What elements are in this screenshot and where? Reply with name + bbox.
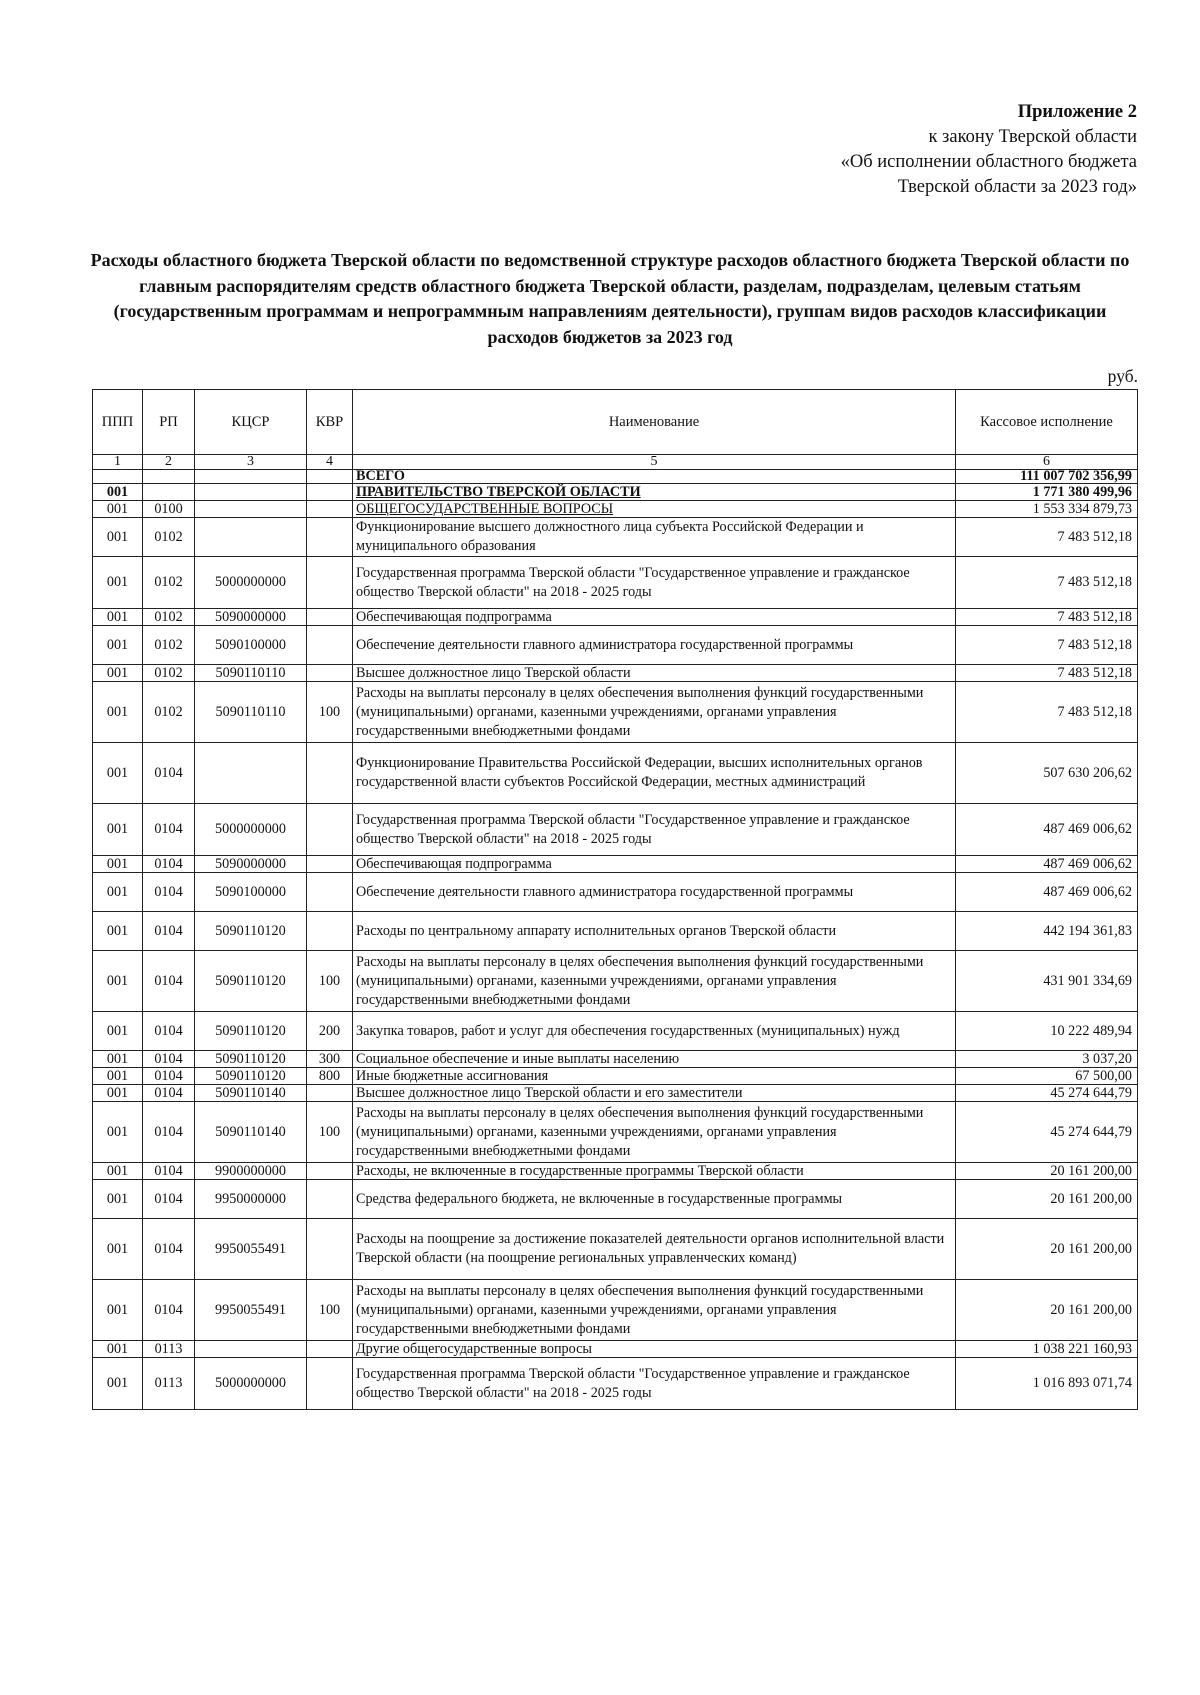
cell-rp: 0113 <box>143 1358 195 1410</box>
cell-kcsr <box>195 1341 307 1358</box>
col-header-name: Наименование <box>353 390 956 455</box>
cell-kvr <box>307 856 353 873</box>
cell-kcsr: 5090110110 <box>195 665 307 682</box>
cell-name: Закупка товаров, работ и услуг для обеспечения государственных (муниципальных) нужд <box>353 1012 956 1051</box>
cell-ppp: 001 <box>93 1012 143 1051</box>
table-row <box>93 1102 1138 1163</box>
cell-amount: 10 222 489,94 <box>956 1012 1138 1051</box>
cell-name: Государственная программа Тверской области "Государственное управление и гражданское общество Тверской области" на 2018 - 2025 годы <box>353 804 956 856</box>
cell-kcsr: 5090110110 <box>195 682 307 743</box>
col-header-kvr: КВР <box>307 390 353 455</box>
column-number: 4 <box>307 455 353 470</box>
cell-kcsr: 5090000000 <box>195 609 307 626</box>
table-row <box>93 1012 1138 1051</box>
cell-kvr <box>307 1341 353 1358</box>
col-header-kcsr: КЦСР <box>195 390 307 455</box>
cell-amount: 7 483 512,18 <box>956 626 1138 665</box>
cell-kvr <box>307 1358 353 1410</box>
cell-rp: 0104 <box>143 1068 195 1085</box>
table-row <box>93 1358 1138 1410</box>
appendix-header <box>841 100 1137 200</box>
cell-ppp <box>93 470 143 484</box>
column-number: 1 <box>93 455 143 470</box>
cell-name: ВСЕГО <box>353 470 956 484</box>
cell-ppp: 001 <box>93 626 143 665</box>
cell-amount: 111 007 702 356,99 <box>956 470 1138 484</box>
cell-amount: 67 500,00 <box>956 1068 1138 1085</box>
table-row <box>93 873 1138 912</box>
cell-kvr <box>307 626 353 665</box>
cell-ppp: 001 <box>93 501 143 518</box>
cell-kcsr <box>195 743 307 804</box>
column-number: 3 <box>195 455 307 470</box>
cell-rp: 0104 <box>143 1012 195 1051</box>
cell-ppp: 001 <box>93 1341 143 1358</box>
cell-kcsr <box>195 470 307 484</box>
cell-kcsr: 5090110120 <box>195 1051 307 1068</box>
cell-kvr <box>307 609 353 626</box>
cell-kvr <box>307 1219 353 1280</box>
table-row <box>93 626 1138 665</box>
table-row <box>93 1051 1138 1068</box>
cell-kvr <box>307 1163 353 1180</box>
cell-name: Расходы на выплаты персоналу в целях обеспечения выполнения функций государственными (муниципальными) органами, казенными учреждениями, органами управления государственными внебюджетными фондами <box>353 682 956 743</box>
appendix-line-1: к закону Тверской области <box>928 127 1137 147</box>
column-number-row <box>93 455 1138 470</box>
cell-kcsr <box>195 484 307 501</box>
cell-name: ОБЩЕГОСУДАРСТВЕННЫЕ ВОПРОСЫ <box>353 501 956 518</box>
cell-name: Обеспечение деятельности главного администратора государственной программы <box>353 873 956 912</box>
cell-amount: 45 274 644,79 <box>956 1085 1138 1102</box>
cell-ppp: 001 <box>93 912 143 951</box>
cell-kvr: 300 <box>307 1051 353 1068</box>
cell-rp: 0100 <box>143 501 195 518</box>
cell-amount: 3 037,20 <box>956 1051 1138 1068</box>
cell-ppp: 001 <box>93 951 143 1012</box>
appendix-line-2: «Об исполнении областного бюджета <box>840 152 1137 172</box>
appendix-line-3: Тверской области за 2023 год» <box>897 177 1137 197</box>
cell-kvr <box>307 501 353 518</box>
table-row <box>93 743 1138 804</box>
cell-rp: 0104 <box>143 1163 195 1180</box>
col-header-rp: РП <box>143 390 195 455</box>
cell-amount: 7 483 512,18 <box>956 665 1138 682</box>
cell-rp: 0102 <box>143 665 195 682</box>
cell-rp: 0102 <box>143 609 195 626</box>
cell-kcsr: 5000000000 <box>195 557 307 609</box>
cell-rp: 0104 <box>143 1085 195 1102</box>
cell-rp: 0102 <box>143 557 195 609</box>
table-row <box>93 665 1138 682</box>
cell-amount: 442 194 361,83 <box>956 912 1138 951</box>
cell-kcsr: 5090110120 <box>195 1068 307 1085</box>
table-body <box>93 470 1138 1410</box>
cell-name: Обеспечивающая подпрограмма <box>353 856 956 873</box>
cell-ppp: 001 <box>93 873 143 912</box>
cell-kcsr: 5090000000 <box>195 856 307 873</box>
cell-kcsr: 5090110120 <box>195 951 307 1012</box>
cell-amount: 487 469 006,62 <box>956 804 1138 856</box>
cell-rp: 0104 <box>143 1051 195 1068</box>
cell-rp: 0102 <box>143 518 195 557</box>
cell-amount: 20 161 200,00 <box>956 1280 1138 1341</box>
cell-kvr: 100 <box>307 682 353 743</box>
cell-rp: 0104 <box>143 743 195 804</box>
cell-name: Высшее должностное лицо Тверской области и его заместители <box>353 1085 956 1102</box>
cell-rp: 0104 <box>143 856 195 873</box>
cell-kvr <box>307 470 353 484</box>
unit-label: руб. <box>1107 366 1138 386</box>
table-row <box>93 1085 1138 1102</box>
cell-name: Обеспечивающая подпрограмма <box>353 609 956 626</box>
table-row <box>93 1068 1138 1085</box>
cell-kvr <box>307 1085 353 1102</box>
cell-kcsr: 9950055491 <box>195 1280 307 1341</box>
cell-amount: 1 016 893 071,74 <box>956 1358 1138 1410</box>
cell-name: Другие общегосударственные вопросы <box>353 1341 956 1358</box>
budget-table <box>92 389 1138 1410</box>
cell-kcsr: 5090110140 <box>195 1102 307 1163</box>
cell-ppp: 001 <box>93 1280 143 1341</box>
cell-amount: 20 161 200,00 <box>956 1163 1138 1180</box>
cell-rp <box>143 484 195 501</box>
cell-amount: 1 771 380 499,96 <box>956 484 1138 501</box>
cell-ppp: 001 <box>93 1219 143 1280</box>
cell-kcsr <box>195 501 307 518</box>
table-row <box>93 501 1138 518</box>
col-header-amount: Кассовое исполнение <box>956 390 1138 455</box>
cell-kvr <box>307 1180 353 1219</box>
cell-ppp: 001 <box>93 518 143 557</box>
cell-kvr <box>307 557 353 609</box>
cell-kvr: 100 <box>307 1102 353 1163</box>
cell-name: Иные бюджетные ассигнования <box>353 1068 956 1085</box>
table-row <box>93 609 1138 626</box>
cell-rp: 0104 <box>143 1219 195 1280</box>
cell-ppp: 001 <box>93 1102 143 1163</box>
table-row <box>93 912 1138 951</box>
cell-ppp: 001 <box>93 1068 143 1085</box>
cell-name: Обеспечение деятельности главного администратора государственной программы <box>353 626 956 665</box>
cell-kcsr: 5000000000 <box>195 1358 307 1410</box>
cell-kvr: 100 <box>307 951 353 1012</box>
cell-name: Расходы по центральному аппарату исполнительных органов Тверской области <box>353 912 956 951</box>
cell-name: Расходы, не включенные в государственные программы Тверской области <box>353 1163 956 1180</box>
cell-amount: 7 483 512,18 <box>956 518 1138 557</box>
table-row <box>93 470 1138 484</box>
document-title: Расходы областного бюджета Тверской области по ведомственной структуре расходов областного бюджета Тверской области по главным распорядителям средств областного бюджета Тверской области, разделам, подразделам, целевым статьям (государственным программам и непрограммным направлениям деятельности), группам видов расходов классификации расходов бюджетов за 2023 год <box>90 250 1130 347</box>
cell-name: Расходы на выплаты персоналу в целях обеспечения выполнения функций государственными (муниципальными) органами, казенными учреждениями, органами управления государственными внебюджетными фондами <box>353 1102 956 1163</box>
cell-kcsr: 5090110140 <box>195 1085 307 1102</box>
table-row <box>93 1280 1138 1341</box>
cell-amount: 487 469 006,62 <box>956 856 1138 873</box>
cell-rp: 0104 <box>143 873 195 912</box>
cell-kcsr: 5090110120 <box>195 912 307 951</box>
cell-rp: 0104 <box>143 804 195 856</box>
table-row <box>93 484 1138 501</box>
col-header-ppp: ППП <box>93 390 143 455</box>
cell-ppp: 001 <box>93 1085 143 1102</box>
cell-kvr <box>307 912 353 951</box>
cell-kvr <box>307 873 353 912</box>
cell-kcsr: 5090100000 <box>195 626 307 665</box>
cell-rp: 0104 <box>143 1180 195 1219</box>
cell-name: Государственная программа Тверской области "Государственное управление и гражданское общество Тверской области" на 2018 - 2025 годы <box>353 557 956 609</box>
table-row <box>93 856 1138 873</box>
cell-name: Функционирование Правительства Российской Федерации, высших исполнительных органов государственной власти субъектов Российской Федерации, местных администраций <box>353 743 956 804</box>
cell-rp: 0104 <box>143 1102 195 1163</box>
cell-name: Высшее должностное лицо Тверской области <box>353 665 956 682</box>
cell-kvr <box>307 484 353 501</box>
cell-ppp: 001 <box>93 665 143 682</box>
cell-name: Социальное обеспечение и иные выплаты населению <box>353 1051 956 1068</box>
cell-name: Расходы на выплаты персоналу в целях обеспечения выполнения функций государственными (муниципальными) органами, казенными учреждениями, органами управления государственными внебюджетными фондами <box>353 951 956 1012</box>
table-row <box>93 1180 1138 1219</box>
appendix-title: Приложение 2 <box>1017 102 1137 122</box>
cell-ppp: 001 <box>93 856 143 873</box>
cell-amount: 7 483 512,18 <box>956 609 1138 626</box>
cell-name: Средства федерального бюджета, не включенные в государственные программы <box>353 1180 956 1219</box>
cell-ppp: 001 <box>93 1358 143 1410</box>
table-row <box>93 951 1138 1012</box>
cell-kcsr: 5000000000 <box>195 804 307 856</box>
table-header-row <box>93 390 1138 455</box>
cell-rp: 0104 <box>143 951 195 1012</box>
table-row <box>93 1219 1138 1280</box>
cell-kcsr: 5090110120 <box>195 1012 307 1051</box>
table-row <box>93 1163 1138 1180</box>
cell-kvr: 200 <box>307 1012 353 1051</box>
column-number: 5 <box>353 455 956 470</box>
cell-name: Государственная программа Тверской области "Государственное управление и гражданское общество Тверской области" на 2018 - 2025 годы <box>353 1358 956 1410</box>
cell-amount: 507 630 206,62 <box>956 743 1138 804</box>
table-row <box>93 682 1138 743</box>
table-row <box>93 518 1138 557</box>
cell-ppp: 001 <box>93 804 143 856</box>
cell-kvr <box>307 804 353 856</box>
cell-amount: 20 161 200,00 <box>956 1219 1138 1280</box>
cell-name: ПРАВИТЕЛЬСТВО ТВЕРСКОЙ ОБЛАСТИ <box>353 484 956 501</box>
cell-ppp: 001 <box>93 1163 143 1180</box>
cell-ppp: 001 <box>93 682 143 743</box>
cell-kcsr: 5090100000 <box>195 873 307 912</box>
cell-kvr <box>307 518 353 557</box>
cell-amount: 487 469 006,62 <box>956 873 1138 912</box>
column-number: 6 <box>956 455 1138 470</box>
cell-ppp: 001 <box>93 1180 143 1219</box>
cell-amount: 431 901 334,69 <box>956 951 1138 1012</box>
cell-rp: 0113 <box>143 1341 195 1358</box>
cell-amount: 1 038 221 160,93 <box>956 1341 1138 1358</box>
cell-kvr: 800 <box>307 1068 353 1085</box>
cell-kcsr <box>195 518 307 557</box>
cell-kcsr: 9950000000 <box>195 1180 307 1219</box>
cell-kvr: 100 <box>307 1280 353 1341</box>
cell-ppp: 001 <box>93 484 143 501</box>
cell-amount: 45 274 644,79 <box>956 1102 1138 1163</box>
cell-amount: 20 161 200,00 <box>956 1180 1138 1219</box>
cell-ppp: 001 <box>93 743 143 804</box>
column-number: 2 <box>143 455 195 470</box>
table-row <box>93 804 1138 856</box>
cell-kcsr: 9900000000 <box>195 1163 307 1180</box>
cell-rp: 0104 <box>143 912 195 951</box>
cell-kcsr: 9950055491 <box>195 1219 307 1280</box>
cell-amount: 1 553 334 879,73 <box>956 501 1138 518</box>
cell-ppp: 001 <box>93 1051 143 1068</box>
cell-ppp: 001 <box>93 557 143 609</box>
cell-amount: 7 483 512,18 <box>956 682 1138 743</box>
table-row <box>93 1341 1138 1358</box>
cell-ppp: 001 <box>93 609 143 626</box>
cell-rp: 0104 <box>143 1280 195 1341</box>
cell-rp: 0102 <box>143 626 195 665</box>
cell-rp <box>143 470 195 484</box>
cell-name: Расходы на выплаты персоналу в целях обеспечения выполнения функций государственными (муниципальными) органами, казенными учреждениями, органами управления государственными внебюджетными фондами <box>353 1280 956 1341</box>
cell-amount: 7 483 512,18 <box>956 557 1138 609</box>
table-row <box>93 557 1138 609</box>
cell-kvr <box>307 665 353 682</box>
cell-kvr <box>307 743 353 804</box>
cell-rp: 0102 <box>143 682 195 743</box>
cell-name: Расходы на поощрение за достижение показателей деятельности органов исполнительной власти Тверской области (на поощрение региональных управленческих команд) <box>353 1219 956 1280</box>
cell-name: Функционирование высшего должностного лица субъекта Российской Федерации и муниципального образования <box>353 518 956 557</box>
